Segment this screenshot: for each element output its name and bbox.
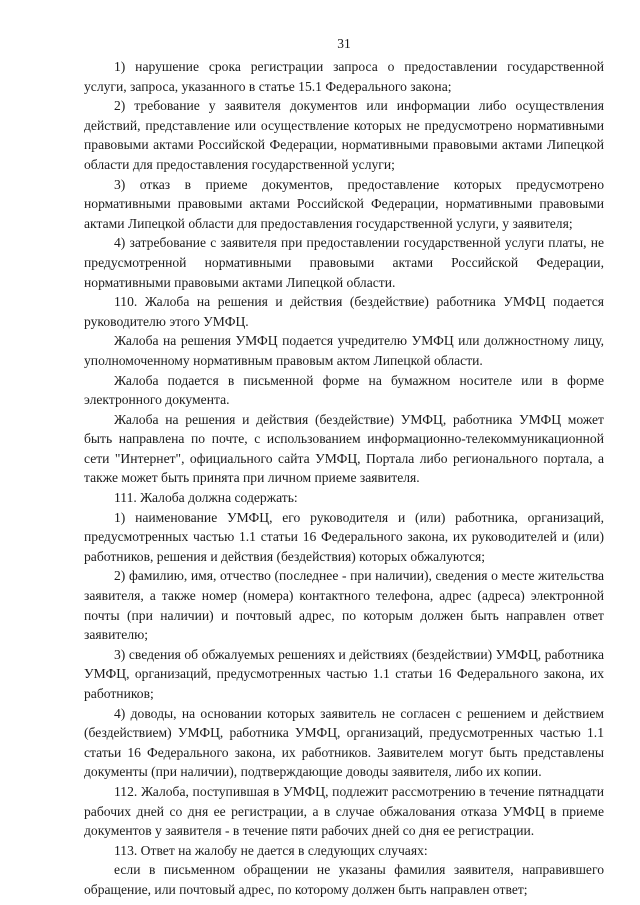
page-number: 31 [337,36,351,51]
paragraph-item-4-fee-demand: 4) затребование с заявителя при предоставлении государственной услуги платы, не предусмотренной нормативными правовыми актами Российской Федерации, нормативными правовыми актами Липецкой области. [84,235,604,290]
paragraph-111-item-4: 4) доводы, на основании которых заявитель не согласен с решением и действием (бездействием) УМФЦ, работника УМФЦ, организаций, предусмотренных частью 1.1 статьи 16 Федерального закона, их работников. Заявителем могут быть представлены документы (при наличии), подтверждающие доводы заявителя, либо их копии. [84,705,604,780]
paragraph-113: 113. Ответ на жалобу не дается в следующих случаях: [114,842,428,858]
paragraph-112: 112. Жалоба, поступившая в УМФЦ, подлежит рассмотрению в течение пятнадцати рабочих дней со дня ее регистрации, а в случае обжалования отказа УМФЦ в приеме документов у заявителя - в течение пяти рабочих дней со дня ее регистрации. [84,783,604,839]
paragraph-item-2-documents-requirement: 2) требование у заявителя документов или информации либо осуществления действий, представление или осуществление которых не предусмотрено нормативными правовыми актами Российской Федерации, нормативными правовыми актами Липецкой области для предоставления государственной услуги; [84,98,604,172]
paragraph-complaint-channels: Жалоба на решения и действия (бездействие) УМФЦ, работника УМФЦ может быть направлена по почте, с использованием информационно-телекоммуникационной сети "Интернет", официального сайта УМФЦ, Портала либо регионального портала, а также может быть принята при личном приеме заявителя. [84,411,604,486]
paragraph-111-item-1: 1) наименование УМФЦ, его руководителя и (или) работника, организаций, предусмотренных частью 1.1 статьи 16 Федерального закона, их руководителей и (или) работников, решения и действия (бездействия) которых обжалуются; [84,509,604,564]
paragraph-111: 111. Жалоба должна содержать: [114,490,298,506]
paragraph-item-3-refusal-of-documents: 3) отказ в приеме документов, предоставление которых предусмотрено нормативными правовыми актами Российской Федерации, нормативными правовыми актами Липецкой области для предоставления государственной услуги, у заявителя; [84,176,604,231]
paragraph-111-item-2: 2) фамилию, имя, отчество (последнее - при наличии), сведения о месте жительства заявителя, а также номер (номера) контактного телефона, адрес (адреса) электронной почты (при наличии) и почтовый адрес, по которым должен быть направлен ответ заявителю; [84,568,604,643]
paragraph-110: 110. Жалоба на решения и действия (бездействие) работника УМФЦ подается руководителю этого УМФЦ. [84,294,604,329]
paragraph-complaint-form: Жалоба подается в письменной форме на бумажном носителе или в форме электронного документа. [84,372,604,408]
paragraph-item-1-registration-violation: 1) нарушение срока регистрации запроса о предоставлении государственной услуги, запроса, указанного в статье 15.1 Федерального закона; [84,59,604,94]
paragraph-111-item-3: 3) сведения об обжалуемых решениях и действиях (бездействии) УМФЦ, работника УМФЦ, организаций, предусмотренных частью 1.1 статьи 16 Федерального закона, их работников; [84,646,604,701]
paragraph-complaint-founder: Жалоба на решения УМФЦ подается учредителю УМФЦ или должностному лицу, уполномоченному нормативным правовым актом Липецкой области. [84,333,604,368]
paragraph-113-case-1: если в письменном обращении не указаны фамилия заявителя, направившего обращение, или почтовый адрес, по которому должен быть направлен ответ; [84,862,604,897]
document-page [84,36,604,900]
